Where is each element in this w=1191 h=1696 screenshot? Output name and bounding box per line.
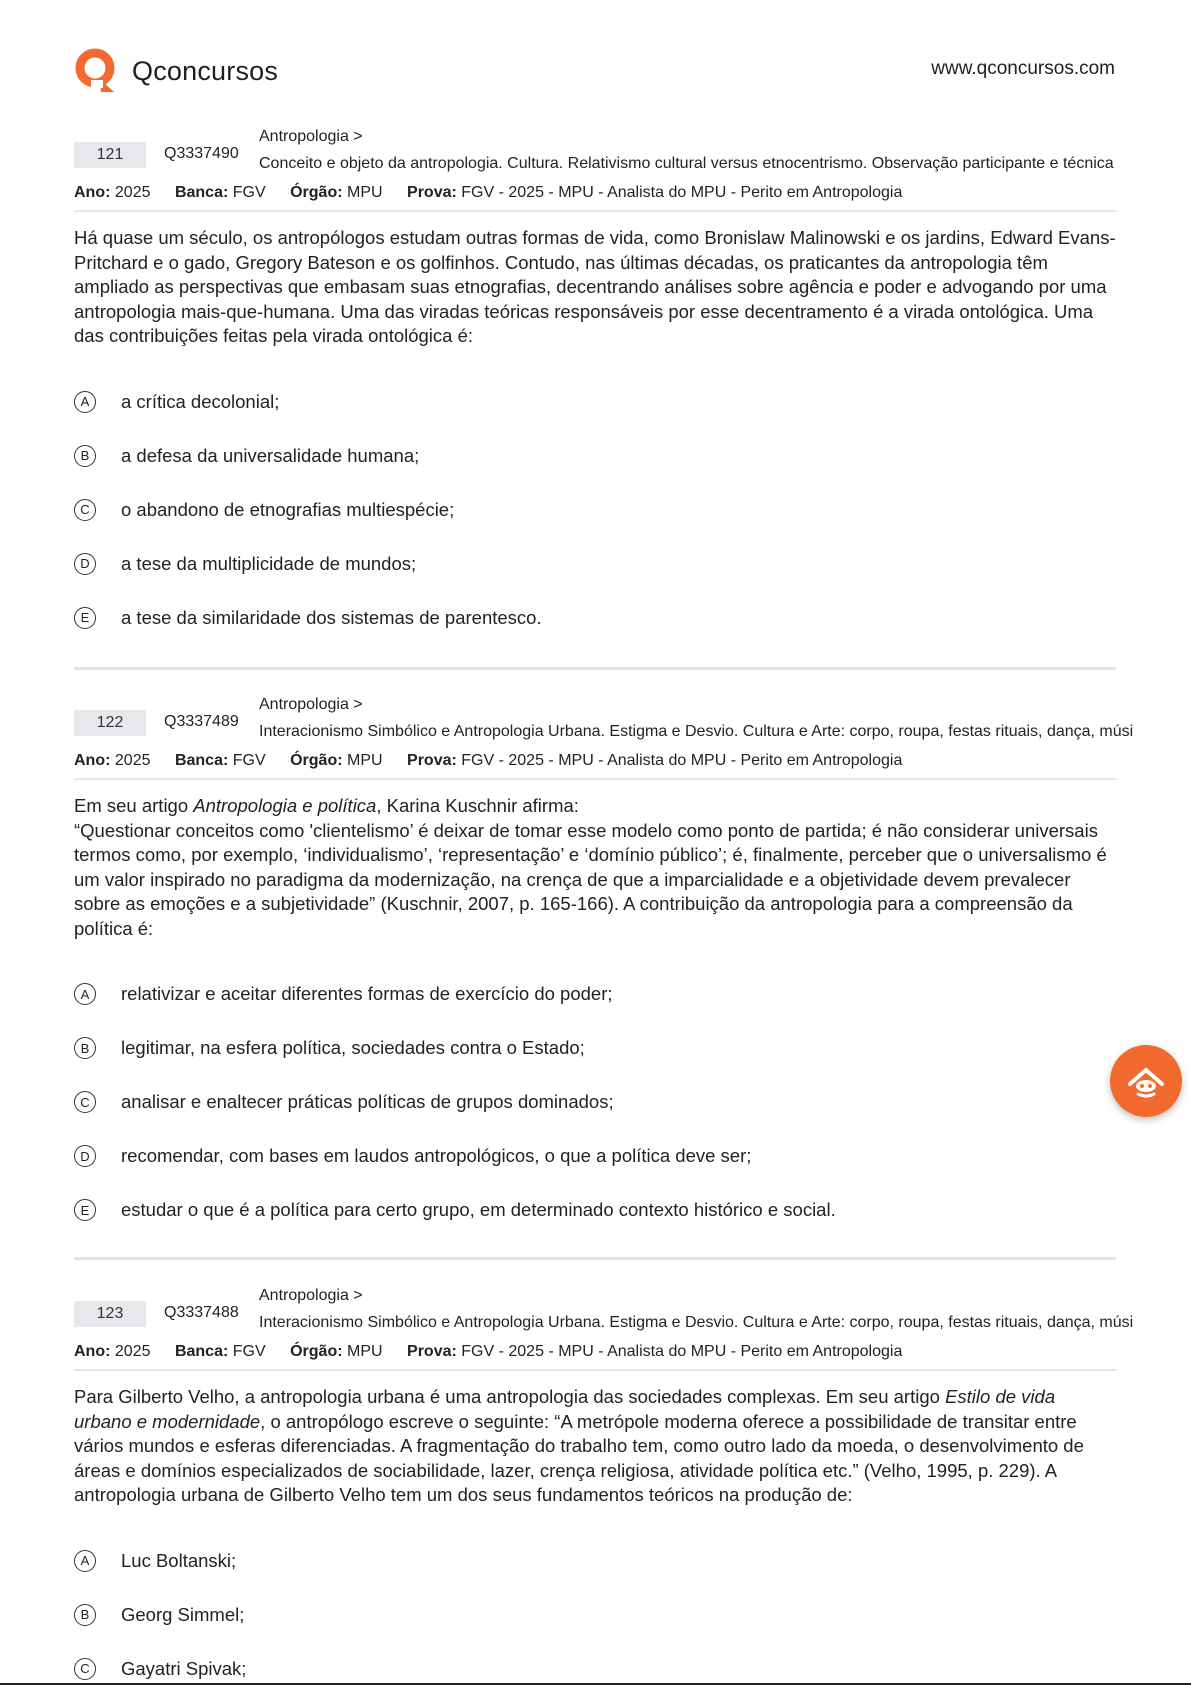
- question-subject[interactable]: Antropologia >: [259, 696, 363, 713]
- question-123: [74, 1287, 1134, 1696]
- banca-label: Banca:: [174, 184, 229, 201]
- option-b[interactable]: [74, 429, 1116, 483]
- question-subject[interactable]: Antropologia >: [259, 128, 363, 145]
- option-letter-a[interactable]: A: [74, 391, 96, 413]
- page-header: [0, 0, 1191, 110]
- ano-value: 2025: [114, 184, 151, 201]
- ano-value: 2025: [114, 752, 151, 769]
- question-separator: [74, 667, 1116, 670]
- qconcursos-logo-icon: [74, 48, 118, 94]
- question-meta: [74, 696, 1134, 752]
- option-c[interactable]: [74, 1642, 1116, 1696]
- option-text: relativizar e aceitar diferentes formas de exercício do poder;: [121, 983, 613, 1004]
- option-text: Gayatri Spivak;: [121, 1657, 247, 1679]
- question-subject[interactable]: Antropologia >: [259, 1287, 363, 1304]
- ano-label: Ano:: [74, 184, 111, 201]
- option-d[interactable]: [74, 537, 1116, 591]
- orgao-label: Órgão:: [290, 184, 343, 201]
- prova-value: FGV - 2025 - MPU - Analista do MPU - Perito em Antropologia: [461, 752, 903, 769]
- logo[interactable]: [74, 48, 278, 94]
- question-statement: [74, 794, 1116, 941]
- divider: [74, 778, 1116, 780]
- orgao-value: MPU: [347, 752, 383, 769]
- option-c[interactable]: [74, 483, 1116, 537]
- option-letter-d[interactable]: D: [74, 553, 96, 575]
- banca-value: FGV: [232, 1343, 266, 1360]
- option-letter-c[interactable]: C: [74, 1091, 96, 1113]
- statement-text: , o antropólogo escreve o seguinte: “A metrópole moderna oferece a possibilidade de transitar entre vários mundos e esferas diferenciadas. A fragmentação do trabalho tem, como outro lado da moeda, o desenvolvimento de áreas e domínios especializados de sociabilidade, lazer, crença religiosa, atividade política etc.” (Velho, 1995, p. 229). A antropologia urbana de Gilberto Velho tem um dos seus fundamentos teóricos na produção de:: [74, 1410, 1084, 1505]
- option-text: a tese da similaridade dos sistemas de parentesco.: [121, 606, 542, 628]
- question-id[interactable]: Q3337489: [164, 713, 239, 730]
- option-e[interactable]: [74, 1183, 1116, 1237]
- qconcursos-bot-icon: [1126, 1064, 1166, 1098]
- question-meta: [74, 1287, 1134, 1343]
- site-url[interactable]: www.qconcursos.com: [931, 58, 1115, 79]
- option-e[interactable]: [74, 591, 1116, 645]
- orgao-label: Órgão:: [290, 752, 343, 769]
- statement-text: Em seu artigo: [74, 795, 194, 816]
- orgao-value: MPU: [347, 1343, 383, 1360]
- option-letter-a[interactable]: A: [74, 1550, 96, 1572]
- option-letter-a[interactable]: A: [74, 983, 96, 1005]
- option-c[interactable]: [74, 1075, 1116, 1129]
- statement-italic: Antropologia e política: [193, 795, 377, 816]
- question-number: 123: [74, 1301, 146, 1327]
- question-info: [74, 1343, 1116, 1365]
- question-info: [74, 184, 1116, 206]
- statement-text: Para Gilberto Velho, a antropologia urbana é uma antropologia das sociedades complexas. Em seu artigo: [74, 1386, 946, 1407]
- option-text: estudar o que é a política para certo grupo, em determinado contexto histórico e social.: [121, 1199, 836, 1220]
- option-text: analisar e enaltecer práticas políticas de grupos dominados;: [121, 1091, 614, 1112]
- option-a[interactable]: [74, 1534, 1116, 1588]
- question-121: [74, 128, 1116, 645]
- prova-value: FGV - 2025 - MPU - Analista do MPU - Perito em Antropologia: [461, 1343, 903, 1360]
- option-text: a crítica decolonial;: [121, 390, 280, 412]
- banca-label: Banca:: [174, 752, 229, 769]
- question-id[interactable]: Q3337490: [164, 145, 239, 162]
- option-b[interactable]: [74, 1021, 1116, 1075]
- option-text: o abandono de etnografias multiespécie;: [121, 498, 455, 520]
- prova-label: Prova:: [407, 184, 457, 201]
- divider: [74, 210, 1116, 212]
- banca-value: FGV: [232, 752, 266, 769]
- question-statement: [74, 226, 1116, 349]
- question-number: 122: [74, 710, 146, 736]
- option-text: Georg Simmel;: [121, 1603, 245, 1625]
- question-topic[interactable]: Conceito e objeto da antropologia. Cultura. Relativismo cultural versus etnocentrismo. Observação participante e técnica: [259, 155, 1114, 172]
- banca-value: FGV: [232, 184, 266, 201]
- option-d[interactable]: [74, 1129, 1116, 1183]
- question-meta: [74, 128, 1116, 184]
- prova-value: FGV - 2025 - MPU - Analista do MPU - Perito em Antropologia: [461, 184, 903, 201]
- option-b[interactable]: [74, 1588, 1116, 1642]
- option-text: a tese da multiplicidade de mundos;: [121, 552, 417, 574]
- options-list: [74, 1534, 1116, 1696]
- ano-label: Ano:: [74, 1343, 111, 1360]
- option-text: legitimar, na esfera política, sociedades contra o Estado;: [121, 1037, 585, 1058]
- statement-italic: Estilo de vida urbano e modernidade: [74, 1386, 1056, 1432]
- question-statement: [74, 1385, 1116, 1508]
- floating-action-button[interactable]: [1110, 1045, 1182, 1117]
- question-topic[interactable]: Interacionismo Simbólico e Antropologia Urbana. Estigma e Desvio. Cultura e Arte: corpo, roupa, festas rituais, dança, músi: [259, 1314, 1134, 1331]
- ano-label: Ano:: [74, 752, 111, 769]
- question-separator: [74, 1257, 1116, 1260]
- prova-label: Prova:: [407, 1343, 457, 1360]
- question-topic[interactable]: Interacionismo Simbólico e Antropologia Urbana. Estigma e Desvio. Cultura e Arte: corpo, roupa, festas rituais, dança, músi: [259, 723, 1134, 740]
- option-letter-c[interactable]: C: [74, 499, 96, 521]
- option-text: Luc Boltanski;: [121, 1549, 237, 1571]
- orgao-value: MPU: [347, 184, 383, 201]
- question-number: 121: [74, 142, 146, 168]
- option-text: recomendar, com bases em laudos antropológicos, o que a política deve ser;: [121, 1145, 752, 1166]
- option-a[interactable]: [74, 967, 1116, 1021]
- option-text: a defesa da universalidade humana;: [121, 444, 420, 466]
- options-list: [74, 967, 1116, 1237]
- option-a[interactable]: [74, 375, 1116, 429]
- options-list: [74, 375, 1116, 645]
- option-letter-d[interactable]: D: [74, 1145, 96, 1167]
- question-122: [74, 696, 1134, 1237]
- divider: [74, 1369, 1116, 1371]
- statement-text: , Karina Kuschnir afirma:: [376, 795, 579, 816]
- statement-quote: “Questionar conceitos como 'clientelismo’ é deixar de tomar esse modelo como ponto de partida; é não considerar universais termos como, por exemplo, ‘individualismo’, ‘representação’ e ‘domínio público’; é, finalmente, perceber que o universalismo é um valor inspirado no paradigma da modernização, na crença de que a imparcialidade e a objetividade devem prevalecer sobre as emoções e a subjetividade” (Kuschnir, 2007, p. 165-166). A contribuição da antropologia para a compreensão da política é:: [74, 819, 1107, 939]
- logo-text: Qconcursos: [132, 55, 279, 86]
- prova-label: Prova:: [407, 752, 457, 769]
- orgao-label: Órgão:: [290, 1343, 343, 1360]
- question-id[interactable]: Q3337488: [164, 1304, 239, 1321]
- option-letter-e[interactable]: E: [74, 1199, 96, 1221]
- option-letter-c[interactable]: C: [74, 1658, 96, 1680]
- question-info: [74, 752, 1116, 774]
- banca-label: Banca:: [174, 1343, 229, 1360]
- option-letter-b[interactable]: B: [74, 1604, 96, 1626]
- ano-value: 2025: [114, 1343, 151, 1360]
- option-letter-b[interactable]: B: [74, 445, 96, 467]
- option-letter-b[interactable]: B: [74, 1037, 96, 1059]
- option-letter-e[interactable]: E: [74, 607, 96, 629]
- statement-text: Há quase um século, os antropólogos estudam outras formas de vida, como Bronislaw Malinowski e os jardins, Edward Evans-Pritchard e o gado, Gregory Bateson e os golfinhos. Contudo, nas últimas décadas, os praticantes da antropologia têm ampliado as perspectivas que embasam suas etnografias, decentrando análises sobre agência e poder e advogando por uma antropologia mais-que-humana. Uma das viradas teóricas responsáveis por esse decentramento é a virada ontológica. Uma das contribuições feitas pela virada ontológica é:: [74, 227, 1116, 346]
